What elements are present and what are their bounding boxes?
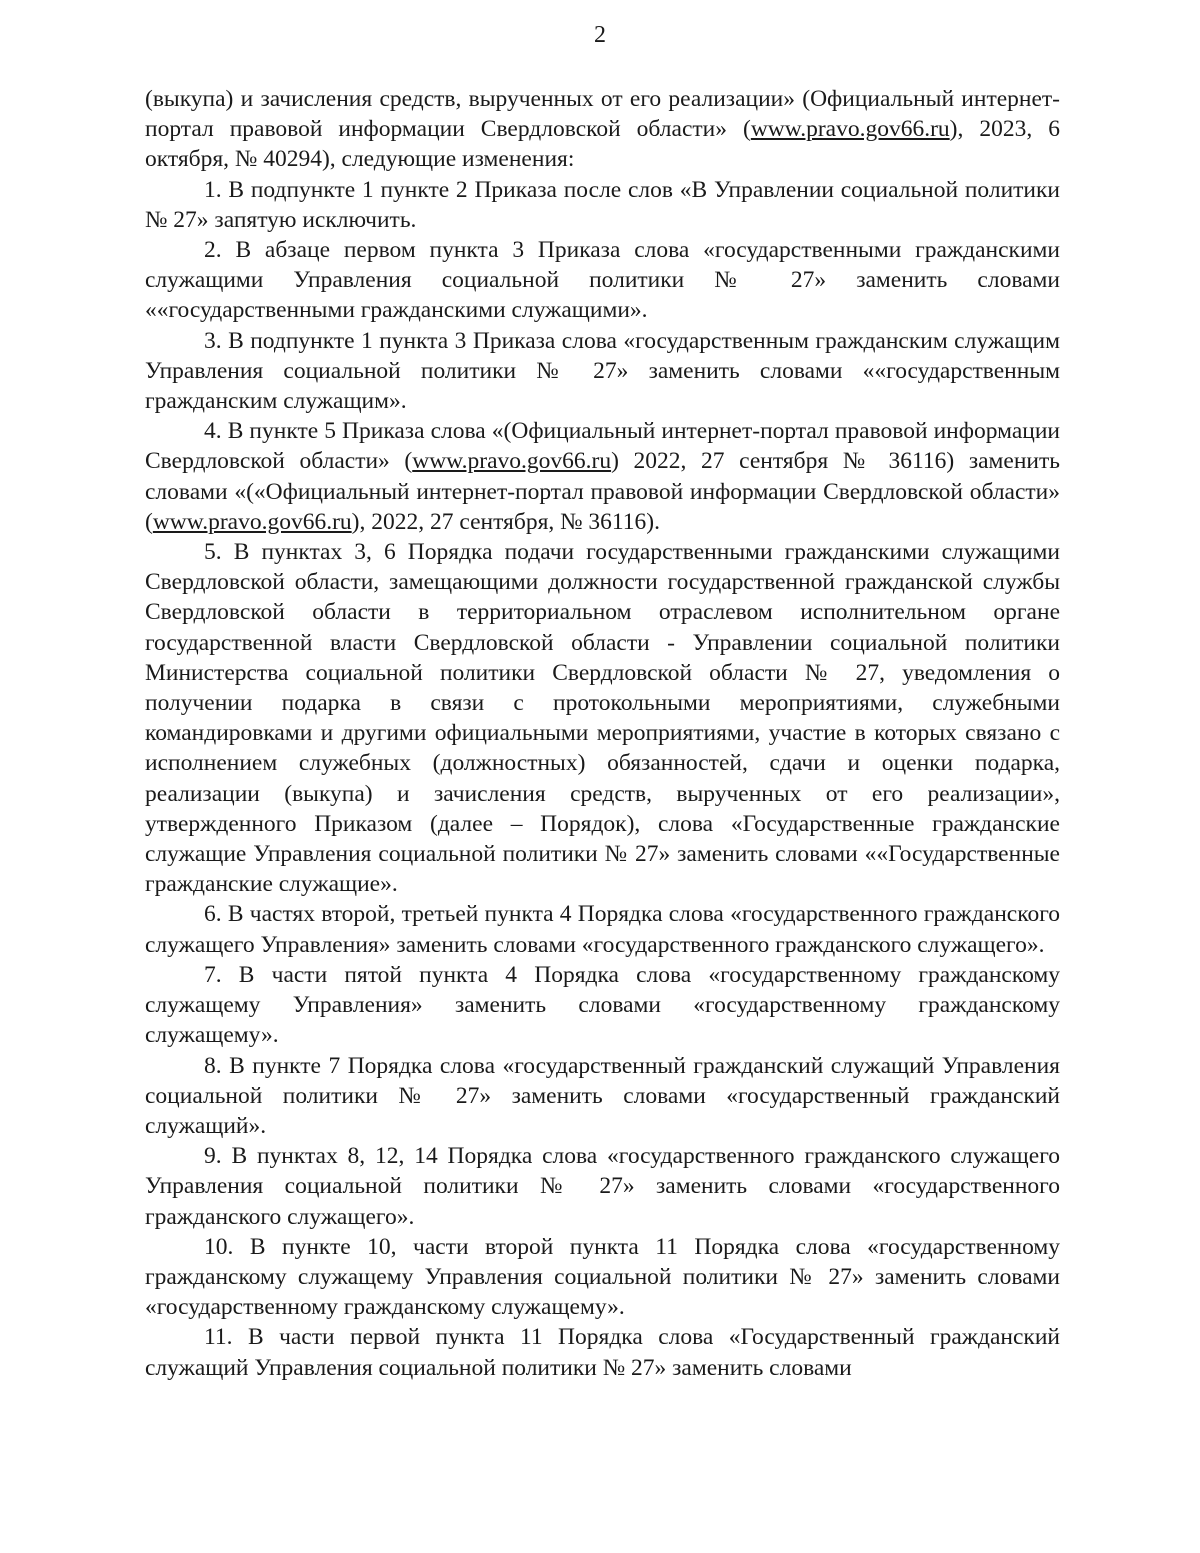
paragraph-11: 11. В части первой пункта 11 Порядка слова «Государственный гражданский служащий Управления социальной политики № 27» заменить словами	[145, 1324, 1060, 1381]
pravo-link: www.pravo.gov66.ru	[152, 508, 352, 535]
paragraph-lead-text-before: (выкупа) и зачисления средств, вырученных от его реализации» (Официальный интернет-портал правовой информации Свердловской области» (	[145, 86, 1060, 143]
paragraph-7: 7. В части пятой пункта 4 Порядка слова «государственному гражданскому служащему Управления» заменить словами «государственному гражданскому служащему».	[145, 961, 1060, 1049]
page-number: 2	[594, 22, 606, 48]
paragraph-4-part-2: ) 2022, 27 сентября № 36116) заменить словами «(«Официальный интернет-портал правовой информации Свердловской области» (	[145, 448, 1060, 535]
paragraph-2: 2. В абзаце первом пункта 3 Приказа слова «государственными гражданскими служащими Управления социальной политики № 27» заменить словами ««государственными гражданскими служащими».	[145, 237, 1060, 324]
paragraph-lead	[145, 84, 1060, 175]
paragraph-4-part-1: 4. В пункте 5 Приказа слова «(Официальный интернет-портал правовой информации Свердловской области» (	[145, 418, 1060, 475]
paragraph-5: 5. В пунктах 3, 6 Порядка подачи государственными гражданскими служащими Свердловской области, замещающими должности государственной гражданской службы Свердловской области в территориальном отраслевом исполнительном органе государственной власти Свердловской области - Управлении социальной политики Министерства социальной политики Свердловской области № 27, уведомления о получении подарка в связи с протокольными мероприятиями, служебными командировками и другими официальными мероприятиями, участие в которых связано с исполнением служебных (должностных) обязанностей, сдачи и оценки подарка, реализации (выкупа) и зачисления средств, вырученных от его реализации», утвержденного Приказом (далее – Порядок), слова «Государственные гражданские служащие Управления социальной политики № 27» заменить словами ««Государственные гражданские служащие».	[145, 539, 1060, 898]
paragraph-3: 3. В подпункте 1 пункта 3 Приказа слова «государственным гражданским служащим Управления социальной политики № 27» заменить словами ««государственным гражданским служащим».	[145, 327, 1060, 415]
paragraph-4-part-3: ), 2022, 27 сентября, № 36116).	[351, 508, 661, 535]
paragraph-8: 8. В пункте 7 Порядка слова «государственный гражданский служащий Управления социальной политики № 27» заменить словами «государственный гражданский служащий».	[145, 1052, 1060, 1139]
paragraph-4	[145, 416, 1060, 537]
paragraph-lead-text-after: ), 2023, 6 октября, № 40294), следующие изменения:	[145, 116, 1060, 173]
pravo-link: www.pravo.gov66.ru	[750, 116, 950, 143]
document-body	[145, 84, 1060, 1383]
paragraph-6: 6. В частях второй, третьей пункта 4 Порядка слова «государственного гражданского служащего Управления» заменить словами «государственного гражданского служащего».	[145, 901, 1060, 958]
paragraph-9: 9. В пунктах 8, 12, 14 Порядка слова «государственного гражданского служащего Управления социальной политики № 27» заменить словами «государственного гражданского служащего».	[145, 1143, 1060, 1230]
pravo-link: www.pravo.gov66.ru	[412, 448, 612, 475]
paragraph-1: 1. В подпункте 1 пункте 2 Приказа после слов «В Управлении социальной политики № 27» запятую исключить.	[145, 176, 1060, 233]
paragraph-10: 10. В пункте 10, части второй пункта 11 Порядка слова «государственному гражданскому служащему Управления социальной политики № 27» заменить словами «государственному гражданскому служащему».	[145, 1233, 1060, 1321]
